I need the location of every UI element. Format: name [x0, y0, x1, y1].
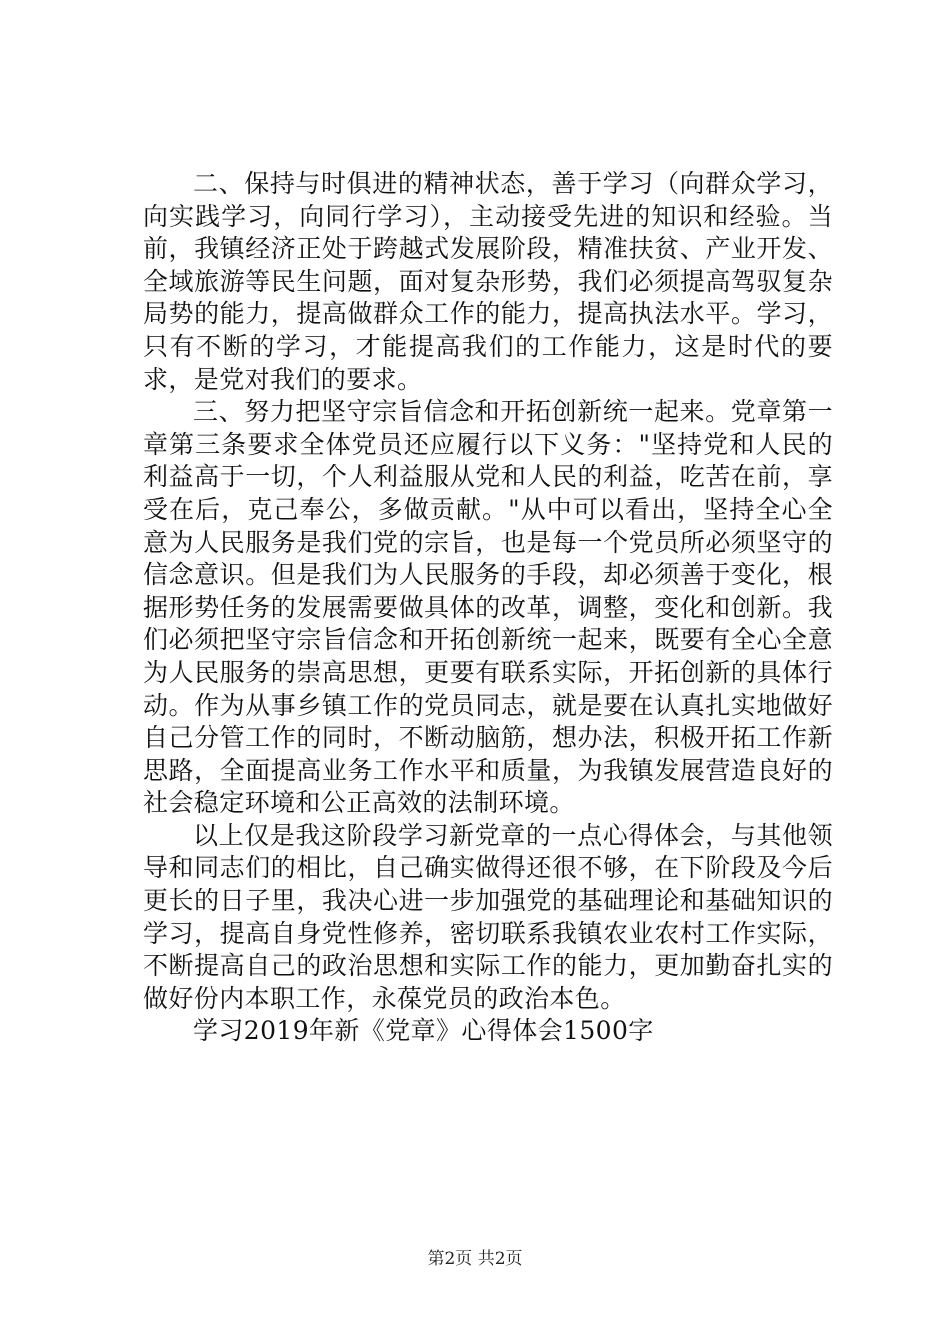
page-footer: 第2页 共2页	[427, 1249, 523, 1269]
paragraph-section-three: 三、努力把坚守宗旨信念和开拓创新统一起来。党章第一章第三条要求全体党员还应履行以下义务："坚持党和人民的利益高于一切，个人利益服从党和人民的利益，吃苦在前，享受在后，克己奉公，多做贡献。"从中可以看出，坚持全心全意为人民服务是我们党的宗旨，也是每一个党员所必须坚守的信念意识。但是我们为人民服务的手段，却必须善于变化，根据形势任务的发展需要做具体的改革，调整，变化和创新。我们必须把坚守宗旨信念和开拓创新统一起来，既要有全心全意为人民服务的崇高思想，更要有联系实际，开拓创新的具体行动。作为从事乡镇工作的党员同志，就是要在认真扎实地做好自己分管工作的同时，不断动脑筋，想办法，积极开拓工作新思路，全面提高业务工作水平和质量，为我镇发展营造良好的社会稳定环境和公正高效的法制环境。	[143, 397, 833, 818]
paragraph-next-title: 学习2019年新《党章》心得体会1500字	[193, 1016, 654, 1046]
paragraph-section-two: 二、保持与时俱进的精神状态，善于学习（向群众学习，向实践学习，向同行学习），主动接受先进的知识和经验。当前，我镇经济正处于跨越式发展阶段，精准扶贫、产业开发、全域旅游等民生问题，面对复杂形势，我们必须提高驾驭复杂局势的能力，提高做群众工作的能力，提高执法水平。学习，只有不断的学习，才能提高我们的工作能力，这是时代的要求，是党对我们的要求。	[143, 169, 833, 394]
document-body	[143, 168, 833, 1048]
paragraph-conclusion: 以上仅是我这阶段学习新党章的一点心得体会，与其他领导和同志们的相比，自己确实做得还很不够，在下阶段及今后更长的日子里，我决心进一步加强党的基础理论和基础知识的学习，提高自身党性修养，密切联系我镇农业农村工作实际，不断提高自己的政治思想和实际工作的能力，更加勤奋扎实的做好份内本职工作，永葆党员的政治本色。	[143, 820, 833, 1013]
